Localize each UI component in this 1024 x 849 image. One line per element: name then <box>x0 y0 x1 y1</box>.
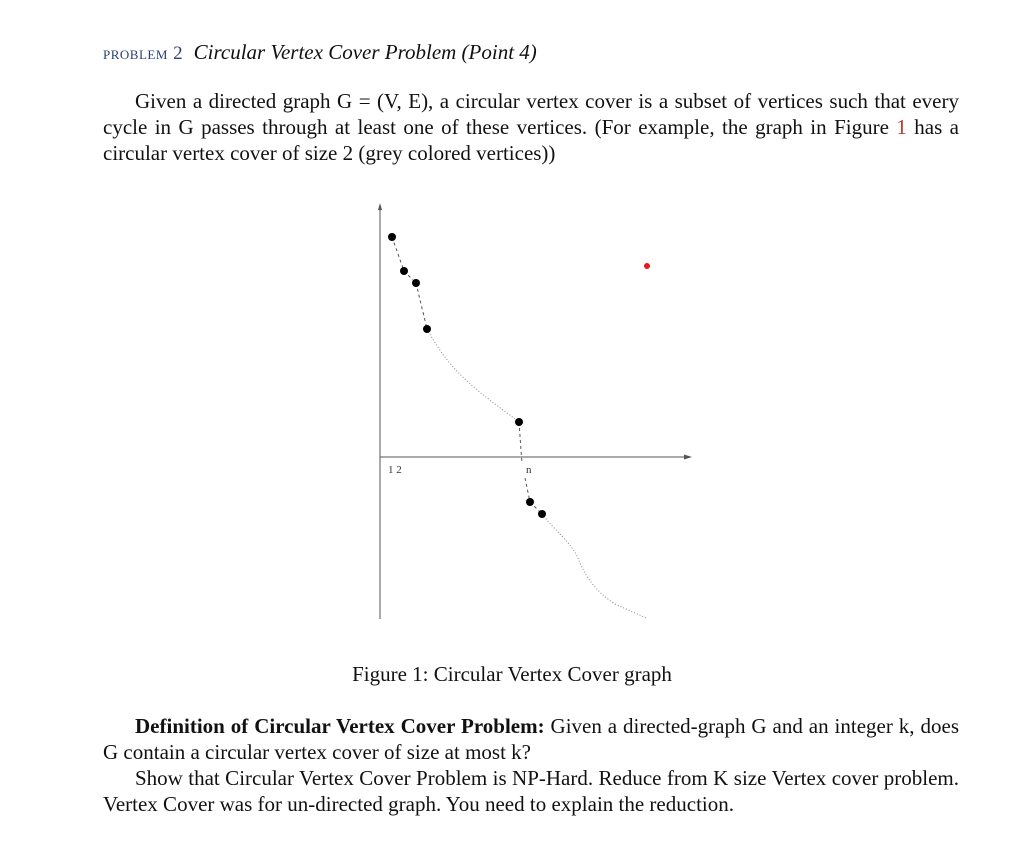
edge <box>392 237 404 271</box>
vertex <box>412 279 420 287</box>
y-axis-arrow <box>378 203 382 210</box>
dotted-curve <box>427 329 519 422</box>
vertex <box>515 418 523 426</box>
definition-title: Definition of Circular Vertex Cover Problem: <box>135 714 545 738</box>
axis-label-n: n <box>526 464 532 476</box>
vertex <box>423 325 431 333</box>
edge <box>416 283 427 329</box>
intro-text-2: has a circular vertex cover of size 2 (grey colored vertices)) <box>103 115 959 165</box>
figure-ref-link[interactable]: 1 <box>896 115 907 139</box>
figure-caption: Figure 1: Circular Vertex Cover graph <box>352 662 672 686</box>
problem-header <box>103 40 537 65</box>
task-paragraph: Show that Circular Vertex Cover Problem is NP-Hard. Reduce from K size Vertex cover problem. Vertex Cover was for un-directed graph. You need to explain the reduction. <box>103 766 959 816</box>
definition-paragraph <box>103 713 959 765</box>
vertex <box>388 233 396 241</box>
axis-label-left: 1 2 <box>388 464 402 476</box>
problem-title: Circular Vertex Cover Problem (Point 4) <box>193 40 537 64</box>
x-axis-arrow <box>684 455 692 460</box>
red-marker-dot <box>644 263 650 269</box>
problem-label: problem 2 <box>103 43 184 64</box>
vertex <box>526 498 534 506</box>
vertex <box>538 510 546 518</box>
definition-text: Given a directed-graph G and an integer k, does G contain a circular vertex cover of size at most k? <box>103 714 959 764</box>
edge <box>519 422 522 464</box>
vertex <box>400 267 408 275</box>
intro-text-1: Given a directed graph G = (V, E), a circular vertex cover is a subset of vertices such that every cycle in G passes through at least one of these vertices. (For example, the graph in Figure <box>103 89 959 139</box>
figure <box>370 196 710 636</box>
intro-paragraph <box>103 88 959 166</box>
graph-figure <box>370 196 710 636</box>
dotted-curve <box>542 514 646 618</box>
